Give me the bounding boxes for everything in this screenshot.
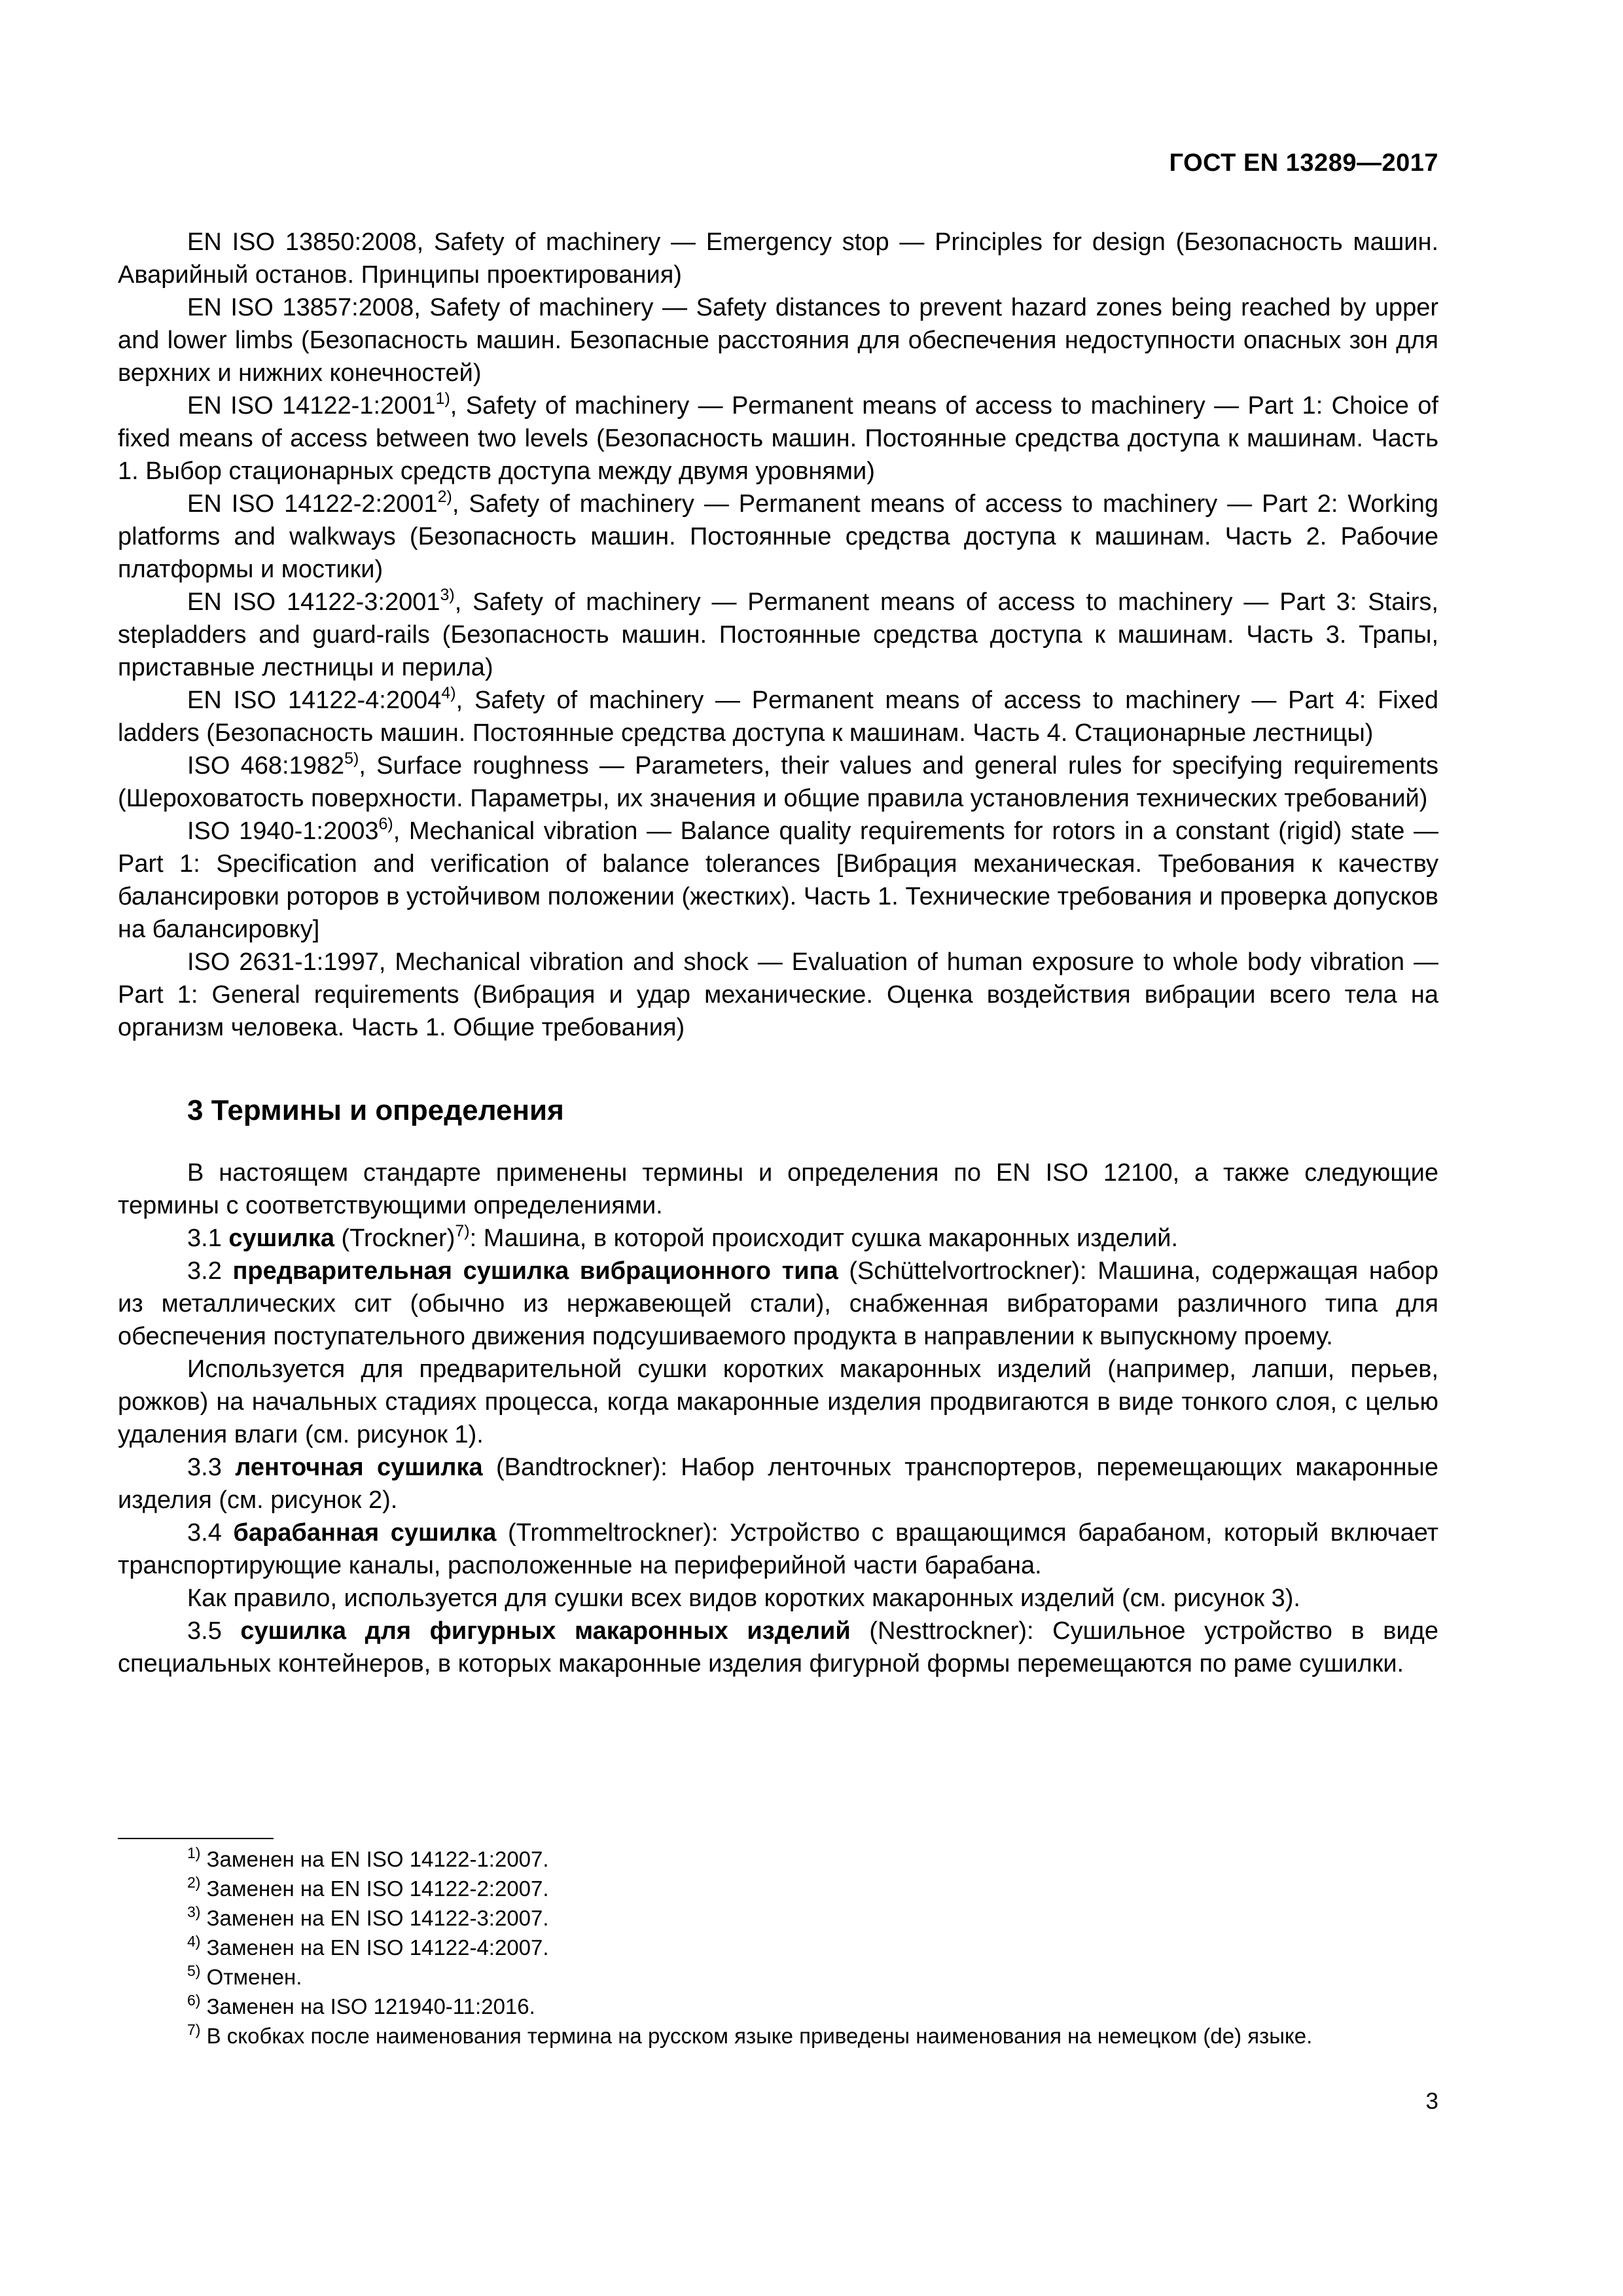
term-name: предварительная сушилка вибрационного типа (232, 1257, 838, 1285)
term-text: : Набор ленточных транспортеров, перемещающих макаронные изделия (см. рисунок 2). (118, 1454, 1438, 1514)
reference-title: , Safety of machinery — Permanent means of access to machinery — Part 4: Fixed ladders (Безопасность машин. Постоянные средства доступа к машинам. Часть 4. Стационарные лестницы) (118, 687, 1439, 747)
footnote-text: Заменен на ISO 121940-11:2016. (200, 1994, 535, 2018)
footnote-text: Заменен на EN ISO 14122-1:2007. (200, 1847, 549, 1871)
footnote-separator (118, 1838, 274, 1839)
footnote-mark: 7) (187, 2021, 201, 2038)
reference-code: EN ISO 13850:2008, (187, 228, 424, 256)
reference-code: ISO 468:1982 (187, 752, 345, 780)
reference-item (118, 488, 1438, 586)
footnote-text: В скобках после наименования термина на русском языке приведены наименования на немецком (de) языке. (200, 2024, 1313, 2048)
term-german: (Bandtrockner) (482, 1454, 661, 1481)
term-german: (Schüttelvortrockner) (838, 1257, 1080, 1285)
normative-references-list (118, 226, 1438, 1044)
term-definition (118, 1615, 1438, 1680)
reference-title: , Surface roughness — Parameters, their values and general rules for specifying requirements (Шероховатость поверхности. Параметры, их значения и общие правила установления технических требований) (118, 752, 1439, 812)
footnote-mark: 6) (187, 1992, 201, 2009)
term-number: 3.2 (187, 1257, 233, 1285)
reference-code: ISO 2631-1:1997, (187, 948, 386, 976)
reference-code: EN ISO 14122-3:2001 (187, 588, 440, 616)
footnote-text: Отменен. (200, 1965, 302, 1989)
reference-code: EN ISO 13857:2008, (187, 294, 421, 321)
reference-item (118, 946, 1438, 1044)
term-text: : Машина, в которой происходит сушка макаронных изделий. (469, 1225, 1179, 1252)
reference-title: , Mechanical vibration — Balance quality requirements for rotors in a constant (rigid) state — Part 1: Specification and verification of balance tolerances [Вибрация механическая. Требования к качеству балансировки роторов в устойчивом положении (жестких). Часть 1. Технические требования и проверка допусков на балансировку] (118, 817, 1438, 943)
reference-item (118, 815, 1438, 946)
reference-title: , Safety of machinery — Permanent means of access to machinery — Part 1: Choice of fixed means of access between two levels (Безопасность машин. Постоянные средства доступа к машинам. Часть 1. Выбор стационарных средств доступа между двумя уровнями) (118, 392, 1438, 485)
reference-code: EN ISO 14122-2:2001 (187, 490, 438, 518)
term-definition (118, 1451, 1438, 1516)
term-name: сушилка (228, 1225, 334, 1252)
footnote-mark: 3) (187, 1903, 201, 1920)
footnote-text: Заменен на EN ISO 14122-3:2007. (200, 1906, 549, 1930)
footnote (118, 1933, 1438, 1962)
term-name: сушилка для фигурных макаронных изделий (240, 1617, 851, 1645)
term-definition (118, 1516, 1438, 1582)
reference-code: EN ISO 14122-4:2004 (187, 687, 442, 714)
term-definition (118, 1255, 1438, 1353)
footnote-mark: 2) (187, 1874, 201, 1891)
reference-item (118, 586, 1438, 684)
term-number: 3.5 (187, 1617, 241, 1645)
term-name: ленточная сушилка (235, 1454, 483, 1481)
footnote-mark: 7) (455, 1222, 470, 1240)
footnote (118, 1844, 1438, 1874)
reference-title: Mechanical vibration and shock — Evaluation of human exposure to whole body vibration — Part 1: General requirements (Вибрация и удар механические. Оценка воздействия вибрации всего тела на организм человека. Часть 1. Общие требования) (118, 948, 1438, 1041)
footnote (118, 1992, 1438, 2021)
document-code-header: ГОСТ EN 13289—2017 (1169, 149, 1438, 177)
reference-item (118, 226, 1438, 291)
footnote-text: Заменен на EN ISO 14122-4:2007. (200, 1935, 549, 1960)
footnote-mark: 5) (187, 1962, 201, 1979)
term-name: барабанная сушилка (233, 1519, 497, 1547)
reference-item (118, 684, 1438, 749)
term-german: (Nesttrockner) (850, 1617, 1027, 1645)
footnote (118, 1962, 1438, 1992)
footnote-mark: 4) (441, 684, 456, 702)
page-number: 3 (1425, 2089, 1438, 2114)
reference-title: , Safety of machinery — Permanent means of access to machinery — Part 2: Working platforms and walkways (Безопасность машин. Постоянные средства доступа к машинам. Часть 2. Рабочие платформы и мостики) (118, 490, 1438, 583)
reference-item (118, 749, 1438, 815)
footnote (118, 1874, 1438, 1903)
reference-code: EN ISO 14122-1:2001 (187, 392, 436, 420)
footnote-mark: 3) (440, 586, 455, 604)
reference-code: ISO 1940-1:2003 (187, 817, 379, 845)
footnote-mark: 1) (187, 1844, 201, 1861)
term-note: Используется для предварительной сушки коротких макаронных изделий (например, лапши, перьев, рожков) на начальных стадиях процесса, когда макаронные изделия продвигаются в виде тонкого слоя, с целью удаления влаги (см. рисунок 1). (118, 1355, 1438, 1448)
footnote-mark: 6) (378, 815, 393, 833)
term-number: 3.1 (187, 1225, 229, 1252)
footnote (118, 1903, 1438, 1933)
footnote-mark: 1) (435, 389, 450, 408)
section-intro: В настоящем стандарте применены термины и определения по EN ISO 12100, а также следующие термины с соответствующими определениями. (118, 1159, 1438, 1219)
term-german: (Trommeltrockner) (496, 1519, 712, 1547)
footnotes (118, 1844, 1438, 2051)
footnote-mark: 5) (344, 749, 359, 768)
reference-item (118, 291, 1438, 389)
term-definition (118, 1222, 1438, 1255)
term-text: : Устройство с вращающимся барабаном, который включает транспортирующие каналы, расположенные на периферийной части барабана. (118, 1519, 1438, 1579)
footnote-text: Заменен на EN ISO 14122-2:2007. (200, 1876, 549, 1901)
term-number: 3.4 (187, 1519, 234, 1547)
section-heading: 3 Термины и определения (187, 1094, 564, 1126)
reference-item (118, 389, 1438, 488)
page-content (118, 226, 1438, 1680)
term-number: 3.3 (187, 1454, 236, 1481)
footnote (118, 2021, 1438, 2051)
footnote-mark: 2) (437, 488, 452, 506)
term-text: : Машина, содержащая набор из металлических сит (обычно из нержавеющей стали), снабженная вибраторами различного типа для обеспечения поступательного движения подсушиваемого продукта в направлении к выпускному проему. (118, 1257, 1438, 1350)
term-note: Как правило, используется для сушки всех видов коротких макаронных изделий (см. рисунок 3). (187, 1585, 1300, 1612)
reference-title: Safety of machinery — Emergency stop — Principles for design (Безопасность машин. Аварийный останов. Принципы проектирования) (118, 228, 1438, 289)
term-german: (Trockner) (334, 1225, 455, 1252)
reference-title: , Safety of machinery — Permanent means of access to machinery — Part 3: Stairs, stepladders and guard-rails (Безопасность машин. Постоянные средства доступа к машинам. Часть 3. Трапы, приставные лестницы и перила) (118, 588, 1438, 681)
term-text: : Сушильное устройство в виде специальных контейнеров, в которых макаронные изделия фигурной формы перемещаются по раме сушилки. (118, 1617, 1438, 1677)
reference-title: Safety of machinery — Safety distances to prevent hazard zones being reached by upper and lower limbs (Безопасность машин. Безопасные расстояния для обеспечения недоступности опасных зон для верхних и нижних конечностей) (118, 294, 1438, 387)
footnote-mark: 4) (187, 1933, 201, 1950)
